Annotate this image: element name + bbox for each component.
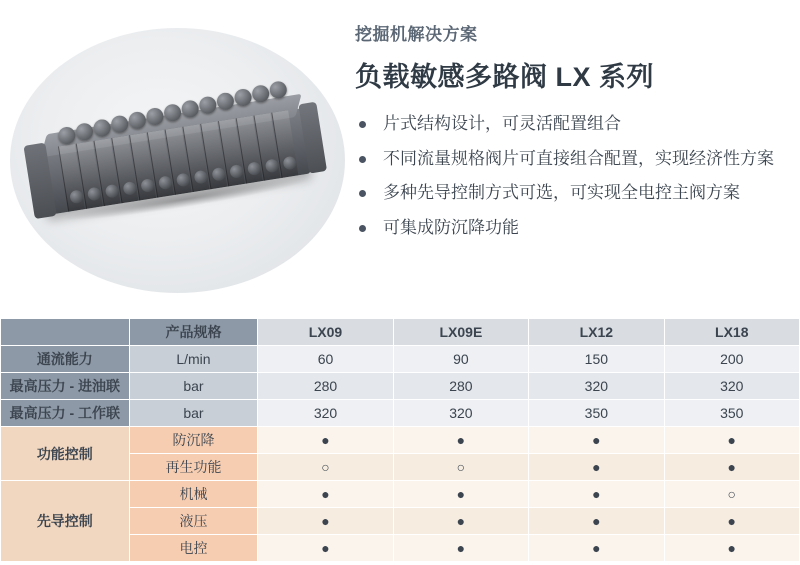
group-label-function-control: 功能控制 bbox=[1, 427, 130, 481]
feature-text: 可集成防沉降功能 bbox=[383, 217, 519, 237]
subrow-label-anti-sink: 防沉降 bbox=[129, 427, 258, 454]
cell-mech-lx09: ● bbox=[258, 481, 393, 508]
cell-regen-lx09e: ○ bbox=[393, 454, 528, 481]
subrow-label-electric: 电控 bbox=[129, 535, 258, 562]
cell-antisink-lx12: ● bbox=[529, 427, 664, 454]
table-row bbox=[1, 481, 800, 508]
model-header-lx09: LX09 bbox=[258, 319, 393, 346]
cell-work-lx09e: 320 bbox=[393, 400, 528, 427]
row-unit-inlet-pressure: bar bbox=[129, 373, 258, 400]
cell-flow-lx09: 60 bbox=[258, 346, 393, 373]
spec-header-label: 产品规格 bbox=[129, 319, 258, 346]
hero-text-column bbox=[355, 0, 800, 315]
bullet-dot-icon bbox=[359, 121, 366, 128]
header-spacer bbox=[1, 319, 130, 346]
cell-elec-lx18: ● bbox=[664, 535, 799, 562]
cell-mech-lx12: ● bbox=[529, 481, 664, 508]
cell-hyd-lx09e: ● bbox=[393, 508, 528, 535]
row-label-inlet-pressure: 最高压力 - 进油联 bbox=[1, 373, 130, 400]
cell-work-lx18: 350 bbox=[664, 400, 799, 427]
cell-inlet-lx09e: 280 bbox=[393, 373, 528, 400]
cell-antisink-lx09: ● bbox=[258, 427, 393, 454]
cell-mech-lx09e: ● bbox=[393, 481, 528, 508]
model-header-lx09e: LX09E bbox=[393, 319, 528, 346]
cell-hyd-lx12: ● bbox=[529, 508, 664, 535]
cell-regen-lx18: ● bbox=[664, 454, 799, 481]
bullet-dot-icon bbox=[359, 156, 366, 163]
cell-inlet-lx09: 280 bbox=[258, 373, 393, 400]
cell-elec-lx12: ● bbox=[529, 535, 664, 562]
cell-hyd-lx18: ● bbox=[664, 508, 799, 535]
cell-antisink-lx18: ● bbox=[664, 427, 799, 454]
table-row bbox=[1, 346, 800, 373]
cell-work-lx12: 350 bbox=[529, 400, 664, 427]
product-photo bbox=[10, 28, 345, 293]
subrow-label-hydraulic: 液压 bbox=[129, 508, 258, 535]
specification-table bbox=[0, 318, 800, 562]
cell-antisink-lx09e: ● bbox=[393, 427, 528, 454]
group-label-pilot-control: 先导控制 bbox=[1, 481, 130, 562]
cell-regen-lx09: ○ bbox=[258, 454, 393, 481]
row-unit-work-pressure: bar bbox=[129, 400, 258, 427]
row-unit-flow: L/min bbox=[129, 346, 258, 373]
bullet-dot-icon bbox=[359, 225, 366, 232]
feature-text: 片式结构设计，可灵活配置组合 bbox=[383, 114, 621, 133]
row-label-flow: 通流能力 bbox=[1, 346, 130, 373]
feature-text: 不同流量规格阀片可直接组合配置，实现经济性方案 bbox=[383, 148, 774, 168]
cell-hyd-lx09: ● bbox=[258, 508, 393, 535]
model-header-lx12: LX12 bbox=[529, 319, 664, 346]
page-title: 负载敏感多路阀 LX 系列 bbox=[355, 62, 655, 92]
cell-flow-lx18: 200 bbox=[664, 346, 799, 373]
cell-flow-lx12: 150 bbox=[529, 346, 664, 373]
cell-inlet-lx12: 320 bbox=[529, 373, 664, 400]
cell-elec-lx09e: ● bbox=[393, 535, 528, 562]
model-header-lx18: LX18 bbox=[664, 319, 799, 346]
cell-inlet-lx18: 320 bbox=[664, 373, 799, 400]
feature-list bbox=[355, 112, 786, 241]
table-row bbox=[1, 373, 800, 400]
table-header-row bbox=[1, 319, 800, 346]
subrow-label-regeneration: 再生功能 bbox=[129, 454, 258, 481]
solution-eyebrow: 挖掘机解决方案 bbox=[355, 25, 478, 44]
subrow-label-mechanical: 机械 bbox=[129, 481, 258, 508]
product-image-column bbox=[0, 0, 355, 315]
list-item bbox=[355, 112, 786, 137]
cell-work-lx09: 320 bbox=[258, 400, 393, 427]
cell-flow-lx09e: 90 bbox=[393, 346, 528, 373]
list-item bbox=[355, 216, 786, 241]
cell-mech-lx18: ○ bbox=[664, 481, 799, 508]
bullet-dot-icon bbox=[359, 190, 366, 197]
list-item bbox=[355, 147, 786, 172]
table-row bbox=[1, 400, 800, 427]
row-label-work-pressure: 最高压力 - 工作联 bbox=[1, 400, 130, 427]
cell-elec-lx09: ● bbox=[258, 535, 393, 562]
feature-text: 多种先导控制方式可选，可实现全电控主阀方案 bbox=[383, 183, 740, 203]
valve-illustration bbox=[18, 65, 338, 260]
list-item bbox=[355, 181, 786, 206]
cell-regen-lx12: ● bbox=[529, 454, 664, 481]
table-row bbox=[1, 427, 800, 454]
